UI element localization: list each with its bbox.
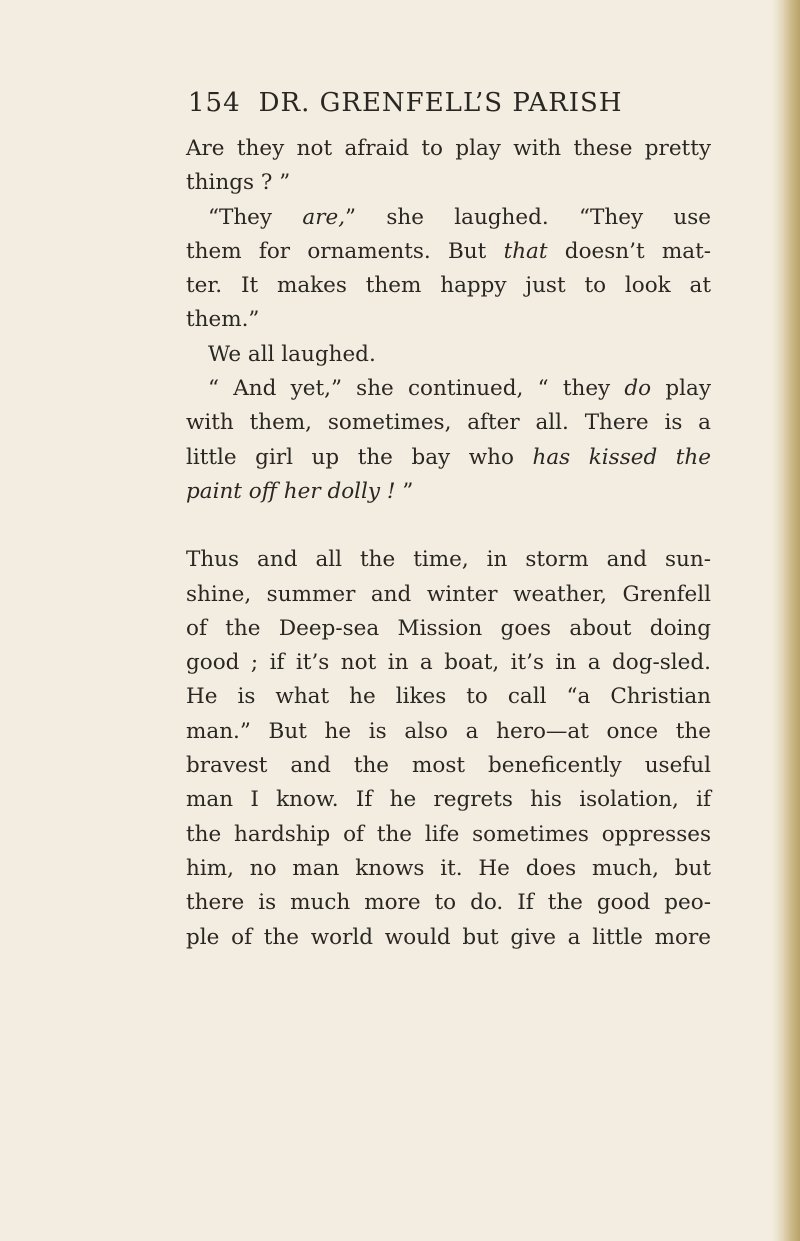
italic-run: paint off her dolly ! (186, 478, 396, 504)
paragraph-gap (186, 509, 711, 543)
page-number: 154 (188, 88, 241, 118)
text-run: them for ornaments. But (186, 238, 504, 264)
text-line: them.” (186, 307, 260, 333)
text-run: “ And yet,” she continued, “ they (208, 376, 625, 402)
running-title: DR. GRENFELL’S PARISH (258, 88, 623, 118)
text-line: man I know. If he regrets his isolation, if (186, 787, 711, 813)
text-line: of the Deep-sea Mission goes about doing (186, 615, 711, 641)
text-line: Are they not afraid to play with these pretty (186, 136, 711, 161)
text-run: “They (208, 204, 303, 230)
text-line: We all laughed. (208, 341, 376, 367)
text-line: good ; if it’s not in a boat, it’s in a dog-sled. (186, 650, 711, 676)
text-line: Thus and all the time, in storm and sun- (186, 547, 711, 573)
italic-run: that (503, 238, 548, 264)
text-run: ” she laughed. “They use (345, 204, 712, 230)
italic-run: are, (302, 204, 346, 230)
text-line: man.” But he is also a hero—at once the (186, 718, 711, 744)
text-line: ple of the world would but give a little more (186, 924, 711, 950)
page-edge-shadow (772, 0, 782, 1241)
text-line (186, 441, 711, 475)
text-line (186, 475, 711, 509)
text-line: him, no man knows it. He does much, but (186, 855, 711, 881)
text-run: ” (395, 478, 414, 504)
text-run: little girl up the bay who (186, 444, 533, 470)
text-line: ter. It makes them happy just to look at (186, 273, 711, 299)
text-line: shine, summer and winter weather, Grenfell (186, 581, 711, 607)
text-line (186, 201, 711, 235)
text-line: the hardship of the life sometimes oppresses (186, 821, 711, 847)
text-line: things ? ” (186, 170, 291, 196)
text-line (186, 372, 711, 406)
text-run: play (651, 376, 711, 402)
text-line: with them, sometimes, after all. There is a (186, 410, 711, 436)
page-edge (782, 0, 800, 1241)
text-line: He is what he likes to call “a Christian (186, 684, 711, 710)
page-text (186, 132, 711, 955)
text-run: doesn’t mat- (547, 238, 711, 264)
italic-run: do (624, 376, 652, 402)
text-line (186, 235, 711, 269)
italic-run: has kissed the (532, 444, 711, 470)
running-header (188, 88, 708, 118)
text-line: there is much more to do. If the good peo- (186, 890, 711, 916)
text-line: bravest and the most beneficently useful (186, 753, 711, 779)
